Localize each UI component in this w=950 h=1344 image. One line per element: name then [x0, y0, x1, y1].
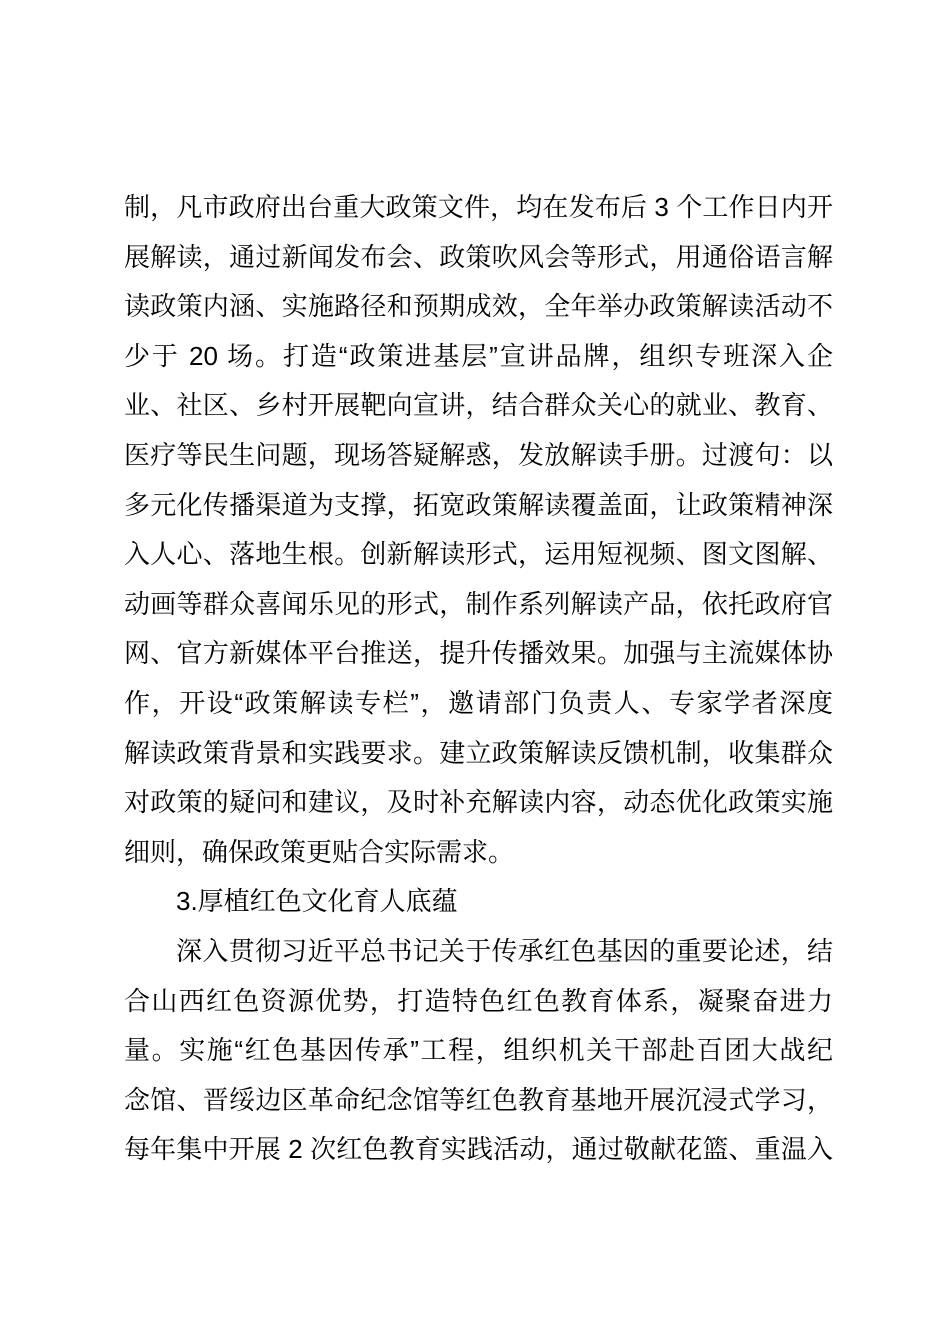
text-line: 展解读，通过新闻发布会、政策吹风会等形式，用通俗语言解	[124, 241, 833, 272]
text-line: 入人心、落地生根。创新解读形式，运用短视频、图文图解、	[124, 539, 833, 570]
text-line: 多元化传播渠道为支撑，拓宽政策解读覆盖面，让政策精神深	[124, 489, 833, 520]
text-line: 读政策内涵、实施路径和预期成效，全年举办政策解读活动不	[124, 291, 833, 322]
document-body	[124, 183, 833, 1175]
text-line: 业、社区、乡村开展靶向宣讲，结合群众关心的就业、教育、	[124, 390, 833, 421]
text-line: 作，开设“政策解读专栏”，邀请部门负责人、专家学者深度	[124, 687, 833, 718]
text-line paragraph-start: 深入贯彻习近平总书记关于传承红色基因的重要论述，结	[176, 935, 833, 966]
text-line: 合山西红色资源优势，打造特色红色教育体系，凝聚奋进力	[124, 985, 833, 1016]
text-line: 制，凡市政府出台重大政策文件，均在发布后 3 个工作日内开	[124, 192, 833, 222]
section-heading: 3.厚植红色文化育人底蕴	[176, 886, 458, 917]
text-line: 医疗等民生问题，现场答疑解惑，发放解读手册。过渡句：以	[124, 439, 833, 470]
text-line: 少于 20 场。打造“政策进基层”宣讲品牌，组织专班深入企	[124, 340, 833, 371]
text-line: 动画等群众喜闻乐见的形式，制作系列解读产品，依托政府官	[124, 588, 833, 619]
text-line paragraph-end: 细则，确保政策更贴合实际需求。	[124, 836, 515, 867]
text-line: 每年集中开展 2 次红色教育实践活动，通过敬献花篮、重温入	[124, 1134, 833, 1165]
text-line: 念馆、晋绥边区革命纪念馆等红色教育基地开展沉浸式学习，	[124, 1084, 833, 1115]
text-line: 量。实施“红色基因传承”工程，组织机关干部赴百团大战纪	[124, 1035, 833, 1066]
text-line: 对政策的疑问和建议，及时补充解读内容，动态优化政策实施	[124, 787, 833, 818]
text-line: 网、官方新媒体平台推送，提升传播效果。加强与主流媒体协	[124, 638, 833, 669]
text-line: 解读政策背景和实践要求。建立政策解读反馈机制，收集群众	[124, 737, 833, 768]
